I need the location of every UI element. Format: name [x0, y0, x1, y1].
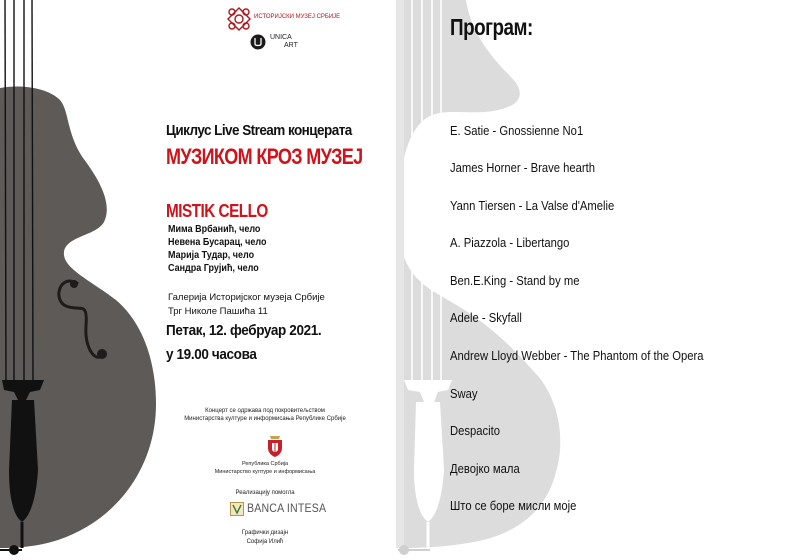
program-title: Програм:	[450, 14, 533, 40]
venue-name: Галерија Историјског музеја Србије	[168, 292, 325, 303]
program-item: Adele - Skyfall	[450, 311, 522, 325]
bank-name: BANCA INTESA	[247, 503, 327, 515]
program-item: Andrew Lloyd Webber - The Phantom of the Opera	[450, 349, 704, 363]
program-item: Despacito	[450, 424, 501, 438]
museum-name: ИСТОРИЈСКИ МУЗЕЈ СРБИЈЕ	[254, 14, 341, 20]
museum-ornament-icon	[226, 6, 252, 32]
program-item: Што се боре мисли моје	[450, 499, 577, 513]
unica-art-circle-icon	[250, 34, 266, 50]
ensemble-name: MISTIK CELLO	[166, 201, 268, 221]
patronage-note-line1: Концерт се одржава под покровитељством	[205, 408, 325, 414]
partner-name-line2: ART	[284, 42, 298, 49]
venue-address: Трг Николе Пашића 11	[168, 306, 268, 317]
member-name: Сандра Грујић, чело	[168, 263, 259, 274]
program-item: Ben.E.King - Stand by me	[450, 274, 580, 288]
support-label: Реализацију помогла	[235, 490, 295, 496]
concert-date: Петак, 12. фебруар 2021.	[166, 322, 322, 339]
concert-title: МУЗИКОМ КРОЗ МУЗЕЈ	[166, 144, 363, 169]
design-label: Графички дизајн	[241, 530, 289, 536]
program-item: James Horner - Brave hearth	[450, 161, 596, 175]
program-item: Sway	[450, 387, 478, 401]
patronage-note-line2: Министарства културе и информисања Републике Србије	[184, 416, 346, 422]
member-name: Мима Врбанић, чело	[168, 224, 261, 235]
partner-name-line1: UNICA	[270, 34, 292, 41]
crest-caption-line1: Република Србија	[241, 461, 289, 467]
concert-time: у 19.00 часова	[166, 346, 257, 363]
designer-name: Софија Илић	[246, 539, 284, 545]
crest-caption-line2: Министарство културе и информисања	[214, 469, 316, 475]
banca-intesa-logo-icon	[230, 502, 244, 516]
member-name: Марија Тудар, чело	[168, 250, 255, 261]
partner-name	[270, 34, 298, 50]
member-name: Невена Бусарац, чело	[168, 237, 267, 248]
program-item: A. Piazzola - Libertango	[450, 236, 570, 250]
program-item: Девојко мала	[450, 462, 520, 476]
serbia-coat-of-arms-icon	[266, 434, 284, 458]
program-item: E. Satie - Gnossienne No1	[450, 124, 584, 138]
concert-cycle-label: Циклус Live Stream концерата	[166, 122, 352, 139]
program-item: Yann Tiersen - La Valse d'Amelie	[450, 199, 615, 213]
